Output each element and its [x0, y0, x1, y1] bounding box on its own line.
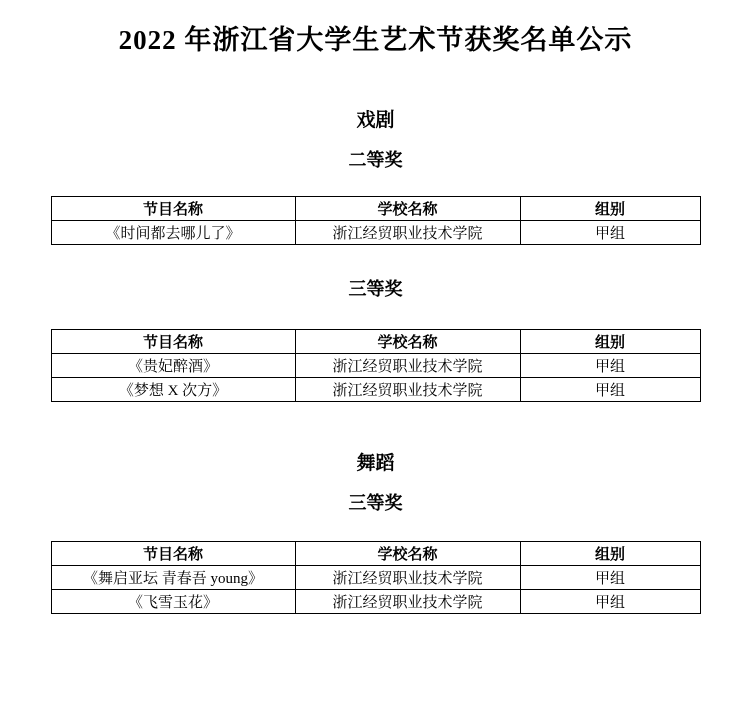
award-table-wrap-drama-third [0, 329, 751, 402]
column-header-group: 组别 [520, 542, 700, 566]
document-page [0, 18, 751, 722]
table-header-row [51, 542, 700, 566]
cell-school: 浙江经贸职业技术学院 [295, 221, 520, 245]
cell-group: 甲组 [520, 566, 700, 590]
column-header-program: 节目名称 [51, 542, 295, 566]
award-table-dance-third [51, 541, 701, 614]
award-heading-dance-third: 三等奖 [348, 493, 403, 513]
column-header-school: 学校名称 [295, 330, 520, 354]
table-header-row [51, 197, 700, 221]
cell-group: 甲组 [520, 221, 700, 245]
cell-program: 《飞雪玉花》 [51, 590, 295, 614]
cell-program: 《梦想 X 次方》 [51, 378, 295, 402]
table-row [51, 221, 700, 245]
section-heading-drama: 戏剧 [356, 110, 395, 131]
spacer [0, 402, 751, 448]
spacer [0, 475, 751, 489]
table-row [51, 378, 700, 402]
column-header-program: 节目名称 [51, 197, 295, 221]
column-header-program: 节目名称 [51, 330, 295, 354]
section-heading-dance: 舞蹈 [356, 453, 395, 474]
cell-program: 《舞启亚坛 青春吾 young》 [51, 566, 295, 590]
page-title: 2022 年浙江省大学生艺术节获奖名单公示 [118, 25, 633, 55]
award-table-drama-third [51, 329, 701, 402]
column-header-school: 学校名称 [295, 542, 520, 566]
cell-school: 浙江经贸职业技术学院 [295, 378, 520, 402]
cell-program: 《时间都去哪儿了》 [51, 221, 295, 245]
award-heading-drama-second: 二等奖 [348, 150, 403, 170]
award-table-wrap-dance-third [0, 541, 751, 614]
cell-school: 浙江经贸职业技术学院 [295, 354, 520, 378]
column-header-school: 学校名称 [295, 197, 520, 221]
cell-school: 浙江经贸职业技术学院 [295, 566, 520, 590]
cell-school: 浙江经贸职业技术学院 [295, 590, 520, 614]
cell-program: 《贵妃醉酒》 [51, 354, 295, 378]
table-header-row [51, 330, 700, 354]
table-row [51, 354, 700, 378]
cell-group: 甲组 [520, 378, 700, 402]
column-header-group: 组别 [520, 197, 700, 221]
spacer [0, 245, 751, 275]
spacer [0, 57, 751, 105]
cell-group: 甲组 [520, 590, 700, 614]
table-row [51, 566, 700, 590]
award-heading-drama-third: 三等奖 [348, 279, 403, 299]
award-table-wrap-drama-second [0, 196, 751, 245]
column-header-group: 组别 [520, 330, 700, 354]
table-row [51, 590, 700, 614]
spacer [0, 132, 751, 146]
award-table-drama-second [51, 196, 701, 245]
cell-group: 甲组 [520, 354, 700, 378]
